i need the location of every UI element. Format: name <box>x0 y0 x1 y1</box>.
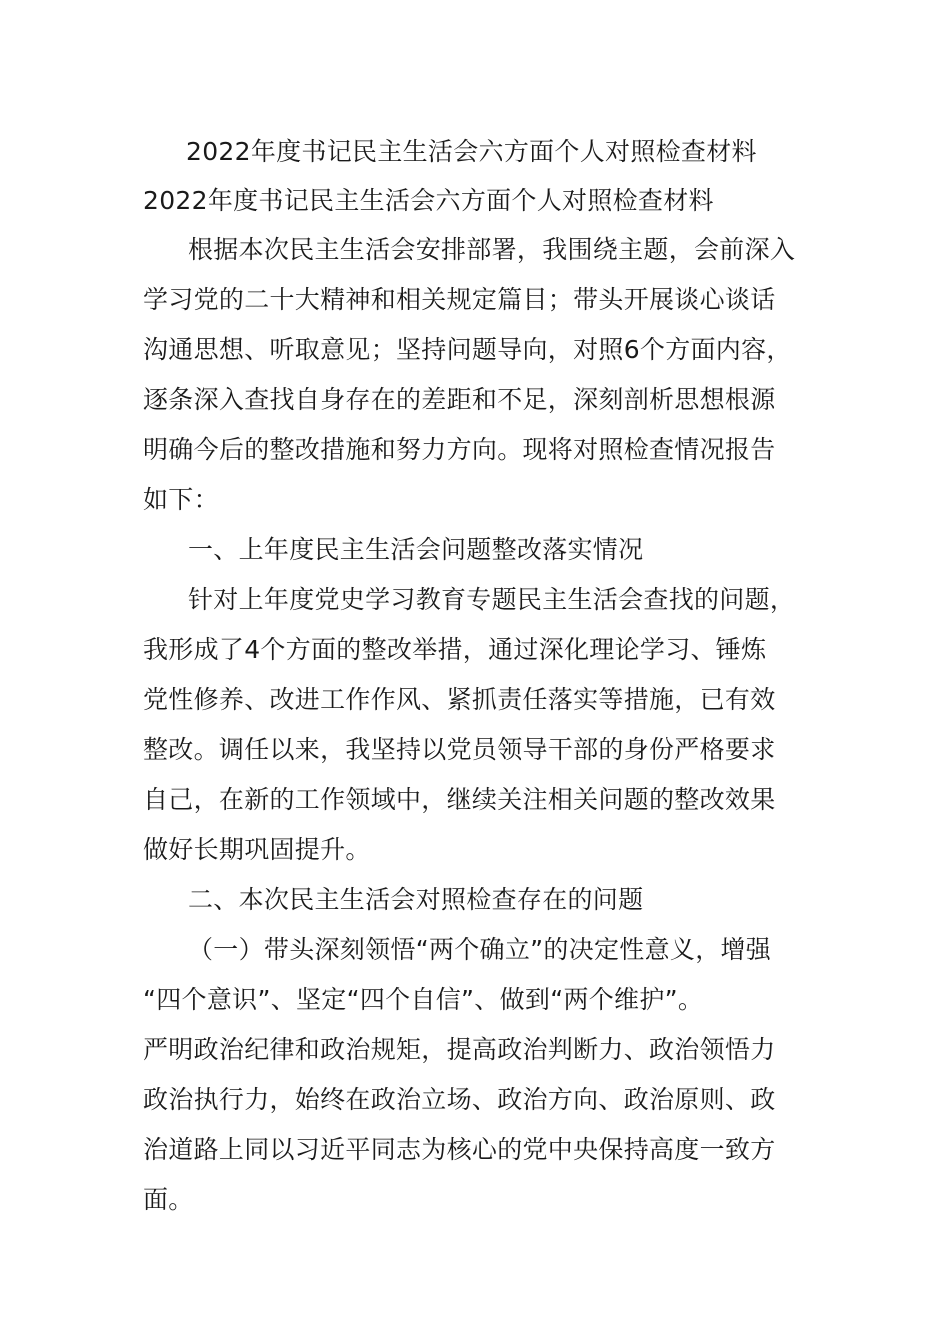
paragraph-line: （一）带头深刻领悟“两个确立”的决定性意义，增强 <box>188 935 772 964</box>
paragraph-line: 针对上年度党史学习教育专题民主生活会查找的问题， <box>188 585 796 614</box>
paragraph-line: 如下： <box>143 485 219 514</box>
paragraph-line: 沟通思想、听取意见；坚持问题导向，对照6个方面内容， <box>143 335 792 364</box>
paragraph-line: 明确今后的整改措施和努力方向。现将对照检查情况报告 <box>143 435 776 464</box>
paragraph-line: “四个意识”、坚定“四个自信”、做到“两个维护”。 <box>143 985 704 1014</box>
paragraph-line: 做好长期巩固提升。 <box>143 835 371 864</box>
paragraph-line: 党性修养、改进工作作风、紧抓责任落实等措施，已有效 <box>143 685 776 714</box>
paragraph-line: 面。 <box>143 1185 194 1214</box>
paragraph-line: 我形成了4个方面的整改举措，通过深化理论学习、锤炼 <box>143 635 767 664</box>
paragraph-line: 学习党的二十大精神和相关规定篇目；带头开展谈心谈话 <box>143 285 776 314</box>
document-title: 2022年度书记民主生活会六方面个人对照检查材料 <box>186 137 757 166</box>
paragraph-line: 根据本次民主生活会安排部署，我围绕主题，会前深入 <box>188 235 796 264</box>
section-heading: 一、上年度民主生活会问题整改落实情况 <box>188 535 644 564</box>
paragraph-line: 逐条深入查找自身存在的差距和不足，深刻剖析思想根源 <box>143 385 776 414</box>
section-heading: 二、本次民主生活会对照检查存在的问题 <box>188 885 644 914</box>
paragraph-line: 整改。调任以来，我坚持以党员领导干部的身份严格要求 <box>143 735 776 764</box>
paragraph-line: 自己，在新的工作领域中，继续关注相关问题的整改效果 <box>143 785 776 814</box>
paragraph-line: 政治执行力，始终在政治立场、政治方向、政治原则、政 <box>143 1085 776 1114</box>
document-title-repeat: 2022年度书记民主生活会六方面个人对照检查材料 <box>143 186 714 215</box>
paragraph-line: 严明政治纪律和政治规矩，提高政治判断力、政治领悟力 <box>143 1035 776 1064</box>
paragraph-line: 治道路上同以习近平同志为核心的党中央保持高度一致方 <box>143 1135 776 1164</box>
